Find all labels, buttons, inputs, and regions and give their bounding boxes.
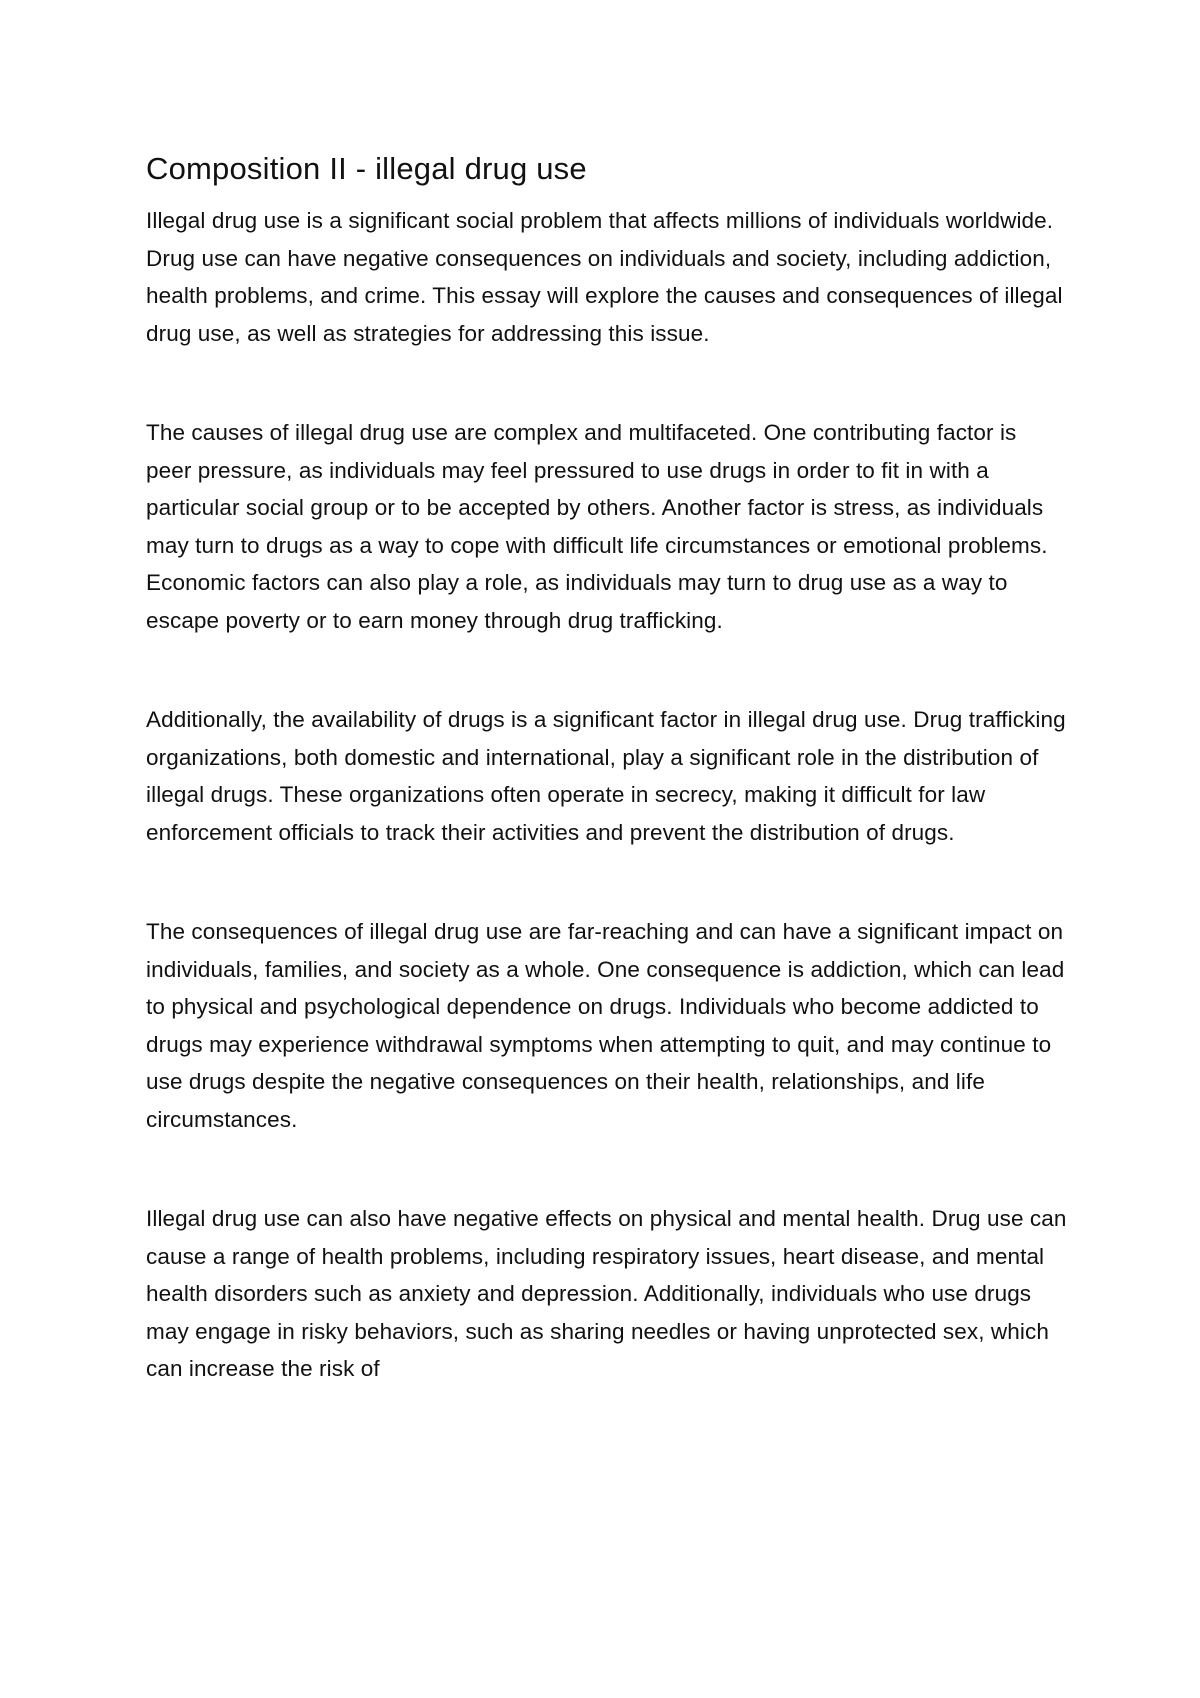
paragraph-introduction: Illegal drug use is a significant social problem that affects millions of individuals worldwide. Drug use can have negative consequences on individuals and society, including addiction, health problems, and crime. This essay will explore the causes and consequences of illegal drug use, as well as strategies for addressing this issue. [146,208,1063,346]
document-body [146,148,1068,1388]
paragraph-health-effects: Illegal drug use can also have negative effects on physical and mental health. Drug use can cause a range of health problems, including respiratory issues, heart disease, and mental health disorders such as anxiety and depression. Additionally, individuals who use drugs may engage in risky behaviors, such as sharing needles or having unprotected sex, which can increase the risk of [146,1206,1067,1381]
paragraph-availability: Additionally, the availability of drugs is a significant factor in illegal drug use. Drug trafficking organizations, both domestic and international, play a significant role in the distribution of illegal drugs. These organizations often operate in secrecy, making it difficult for law enforcement officials to track their activities and prevent the distribution of drugs. [146,707,1066,845]
document-title: Composition II - illegal drug use [146,151,587,186]
paragraph-causes: The causes of illegal drug use are complex and multifaceted. One contributing factor is peer pressure, as individuals may feel pressured to use drugs in order to fit in with a particular social group or to be accepted by others. Another factor is stress, as individuals may turn to drugs as a way to cope with difficult life circumstances or emotional problems. Economic factors can also play a role, as individuals may turn to drug use as a way to escape poverty or to earn money through drug trafficking. [146,420,1048,633]
paragraph-consequences: The consequences of illegal drug use are far-reaching and can have a significant impact on individuals, families, and society as a whole. One consequence is addiction, which can lead to physical and psychological dependence on drugs. Individuals who become addicted to drugs may experience withdrawal symptoms when attempting to quit, and may continue to use drugs despite the negative consequences on their health, relationships, and life circumstances. [146,919,1065,1132]
